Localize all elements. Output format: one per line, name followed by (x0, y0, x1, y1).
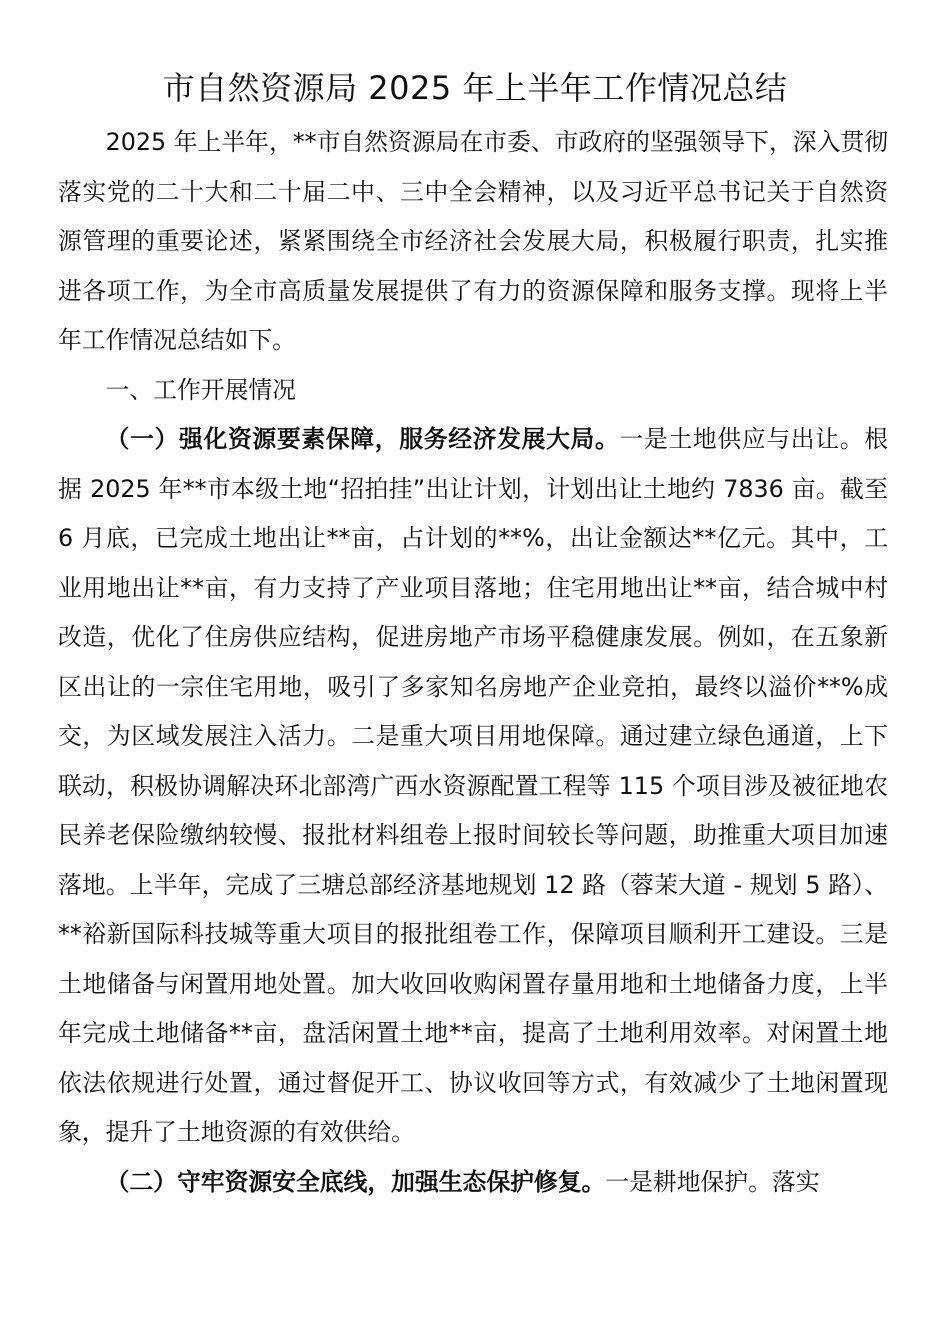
subsection-1-paragraph (58, 415, 888, 1158)
subsection-1-lead: （一）强化资源要素保障，服务经济发展大局。 (105, 425, 620, 453)
subsection-2-lead: （二）守牢资源安全底线，加强生态保护修复。 (105, 1167, 606, 1196)
section-heading-1: 一、工作开展情况 (105, 375, 296, 404)
subsection-1-body: 一是土地供应与出让。根据 2025 年**市本级土地“招拍挂”出让计划，计划出让土地约 7836 亩。截至 6 月底，已完成土地出让**亩，占计划的**%，出让金额达**亿元。其中，工业用地出让**亩，有力支持了产业项目落地；住宅用地出让**亩，结合城中村改造，优化了住房供应结构，促进房地产市场平稳健康发展。例如，在五象新区出让的一宗住宅用地，吸引了多家知名房地产企业竞拍，最终以溢价**%成交，为区域发展注入活力。二是重大项目用地保障。通过建立绿色通道，上下联动，积极协调解决环北部湾广西水资源配置工程等 115 个项目涉及被征地农民养老保险缴纳较慢、报批材料组卷上报时间较长等问题，助推重大项目加速落地。上半年，完成了三塘总部经济基地规划 12 路（蓉茉大道 - 规划 5 路）、**裕新国际科技城等重大项目的报批组卷工作，保障项目顺利开工建设。三是土地储备与闲置用地处置。加大收回收购闲置存量用地和土地储备力度，上半年完成土地储备**亩，盘活闲置土地**亩，提高了土地利用效率。对闲置土地依法依规进行处置，通过督促开工、协议收回等方式，有效减少了土地闲置现象，提升了土地资源的有效供给。 (58, 425, 889, 1146)
subsection-2-body: 一是耕地保护。落实 (605, 1167, 820, 1196)
document-title: 市自然资源局 2025 年上半年工作情况总结 (162, 69, 788, 107)
subsection-2-paragraph (58, 1158, 888, 1208)
document-body (58, 118, 888, 1207)
intro-paragraph: 2025 年上半年，**市自然资源局在市委、市政府的坚强领导下，深入贯彻落实党的二十大和二十届二中、三中全会精神，以及习近平总书记关于自然资源管理的重要论述，紧紧围绕全市经济社会发展大局，积极履行职责，扎实推进各项工作，为全市高质量发展提供了有力的资源保障和服务支撑。现将上半年工作情况总结如下。 (58, 128, 888, 354)
